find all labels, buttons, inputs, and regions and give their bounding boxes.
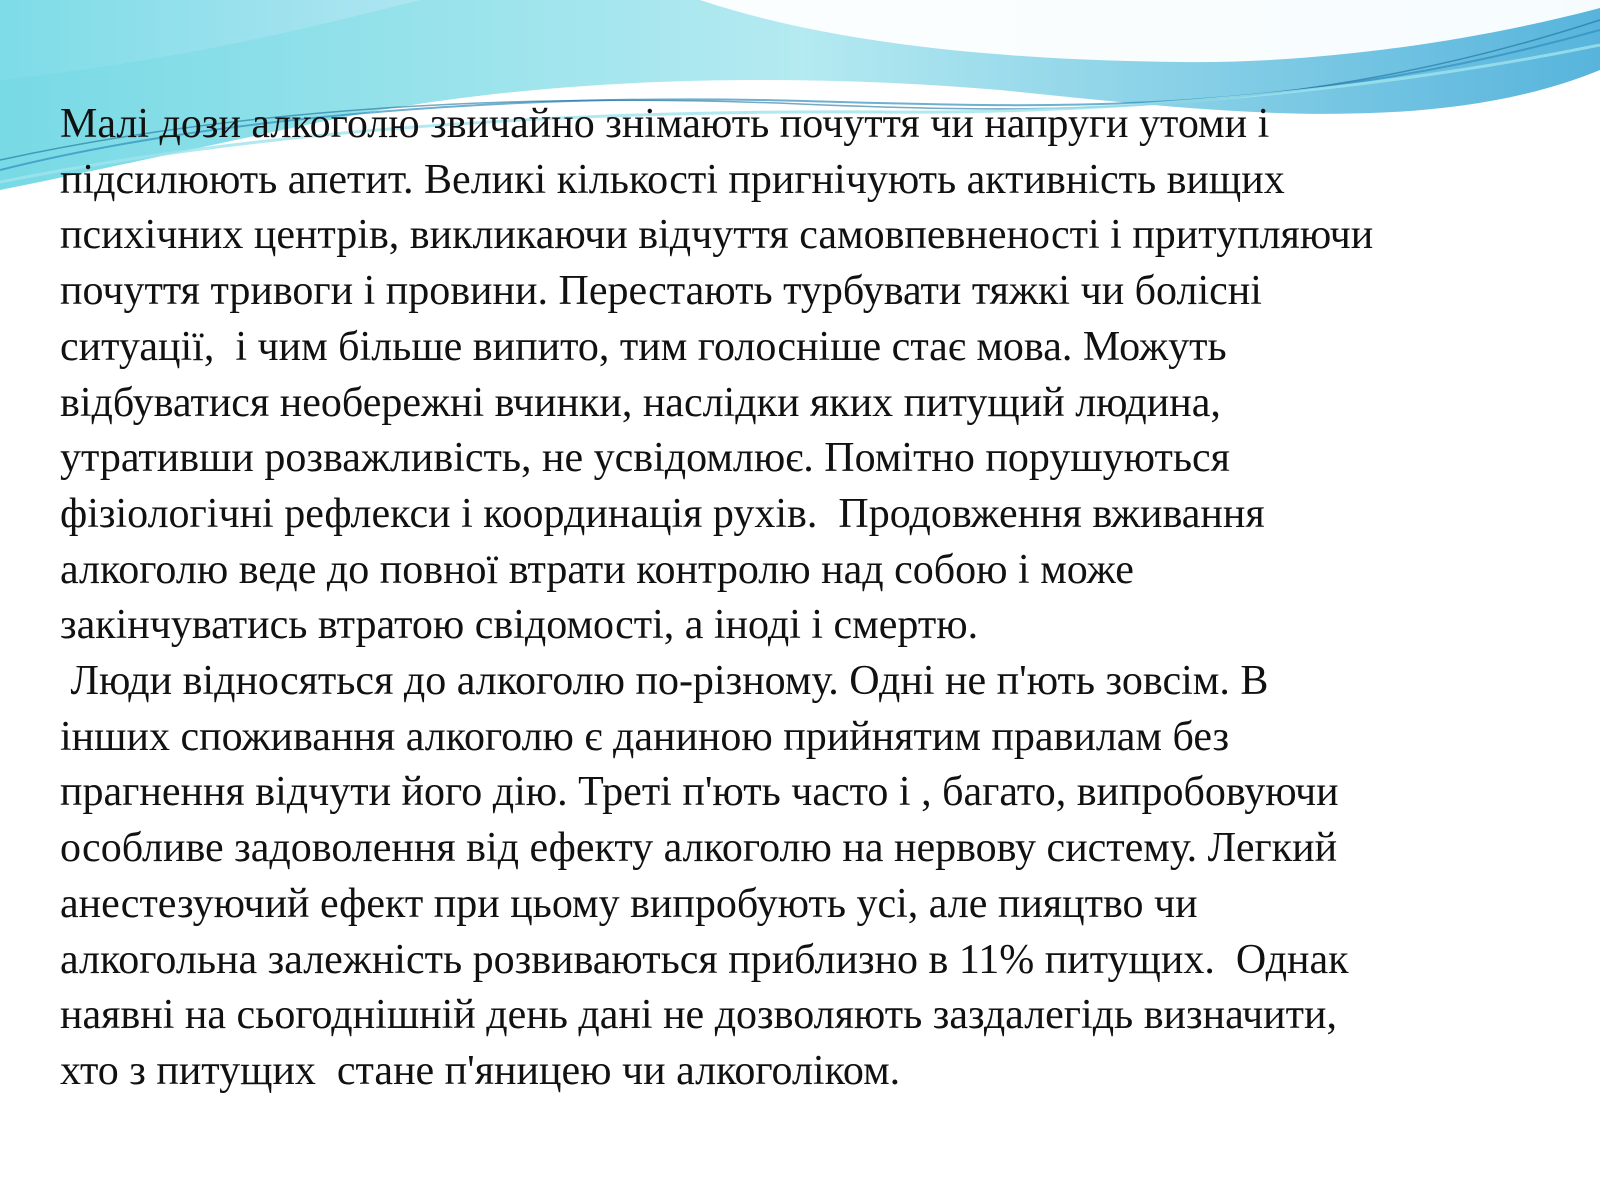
- text-line: фізіологічні рефлекси і координація рухів. Продовження вживання: [60, 490, 1265, 537]
- text-line: утративши розважливість, не усвідомлює. Помітно порушуються: [60, 435, 1230, 482]
- text-line: підсилюють апетит. Великі кількості пригнічують активність вищих: [60, 156, 1285, 203]
- text-line: анестезуючий ефект при цьому випробують усі, але пияцтво чи: [60, 880, 1198, 927]
- text-line: інших споживання алкоголю є даниною прийнятим правилам без: [60, 713, 1230, 760]
- text-line: алкогольна залежність розвиваються приблизно в 11% питущих. Однак: [60, 936, 1349, 983]
- text-line: Люди відносяться до алкоголю по-різному. Одні не п'ють зовсім. В: [60, 658, 1269, 705]
- text-line: ситуації, і чим більше випито, тим голосніше стає мова. Можуть: [60, 323, 1227, 370]
- text-line: почуття тривоги і провини. Перестають турбувати тяжкі чи болісні: [60, 268, 1262, 315]
- text-line: психічних центрів, викликаючи відчуття самовпевненості і притупляючи: [60, 212, 1374, 259]
- body-text: [60, 97, 1560, 1100]
- text-line: відбуватися необережні вчинки, наслідки яких питущий людина,: [60, 379, 1221, 426]
- text-line: хто з питущих стане п'яницею чи алкоголіком.: [60, 1047, 901, 1094]
- text-line: алкоголю веде до повної втрати контролю над собою і може: [60, 546, 1134, 593]
- text-line: наявні на сьогоднішній день дані не дозволяють заздалегідь визначити,: [60, 992, 1337, 1039]
- text-line: Малі дози алкоголю звичайно знімають почуття чи напруги утоми і: [60, 101, 1270, 147]
- text-line: закінчуватись втратою свідомості, а іноді і смертю.: [60, 602, 979, 649]
- text-line: прагнення відчути його дію. Треті п'ють часто і , багато, випробовуючи: [60, 769, 1339, 816]
- text-line: особливе задоволення від ефекту алкоголю на нервову систему. Легкий: [60, 825, 1338, 872]
